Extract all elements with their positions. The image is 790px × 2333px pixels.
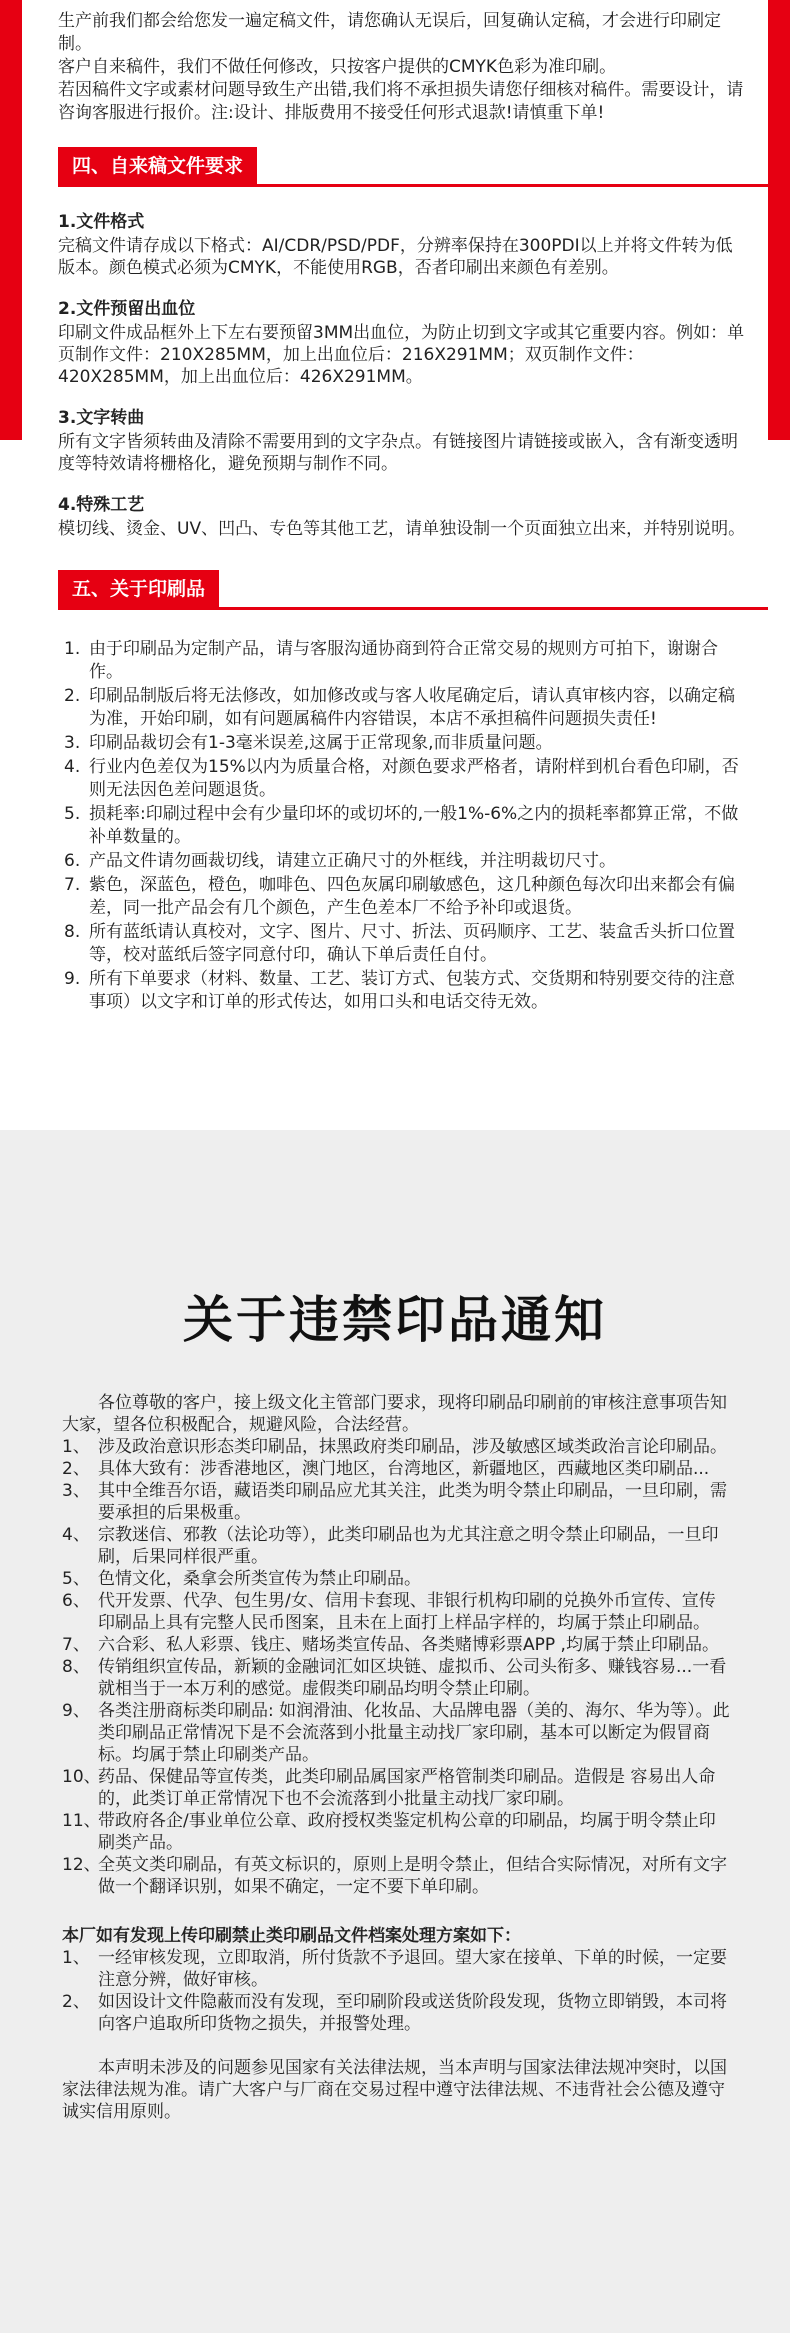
item-number: 2、 — [62, 1992, 90, 2012]
item-text: 代开发票、代孕、包生男/女、信用卡套现、非银行机构印刷的兑换外币宣传、宣传印刷品上具有完整人民币图案，且未在上面打上样品字样的，均属于禁止印刷品。 — [98, 1591, 716, 1633]
item-number: 1、 — [62, 1948, 90, 1968]
intro-paragraph: 客户自来稿件，我们不做任何修改，只按客户提供的CMYK色彩为准印刷。 — [58, 57, 617, 77]
list-item — [62, 1480, 732, 1524]
list-item — [64, 732, 748, 755]
block-text: 所有文字皆须转曲及清除不需要用到的文字杂点。有链接图片请链接或嵌入，含有渐变透明度等特效请将栅格化，避免预期与制作不同。 — [58, 432, 738, 474]
item-text: 宗教迷信、邪教（法论功等），此类印刷品也为尤其注意之明令禁止印刷品，一旦印刷，后果同样很严重。 — [98, 1525, 719, 1567]
list-item — [62, 1766, 732, 1810]
item-text: 其中全维吾尔语，藏语类印刷品应尤其关注，此类为明令禁止印刷品，一旦印刷，需要承担的后果极重。 — [98, 1481, 727, 1523]
item-number: 3、 — [62, 1481, 90, 1501]
closing-statement: 本声明未涉及的问题参见国家有关法律法规，当本声明与国家法律法规冲突时，以国家法律法规为准。请广大客户与厂商在交易过程中遵守法律法规、不违背社会公德及遵守诚实信用原则。 — [62, 2058, 727, 2122]
notice-body — [62, 1392, 732, 2123]
item-number: 5、 — [62, 1569, 90, 1589]
item-text: 带政府各企/事业单位公章、政府授权类鉴定机构公章的印刷品，均属于明令禁止印刷类产品。 — [98, 1811, 716, 1853]
section-4-title: 四、自来稿文件要求 — [58, 147, 257, 185]
outline-text-block — [58, 407, 748, 475]
item-number: 2. — [64, 686, 81, 706]
list-item — [64, 921, 748, 967]
list-item — [62, 1810, 732, 1854]
item-text: 全英文类印刷品，有英文标识的，原则上是明令禁止，但结合实际情况，对所有文字做一个翻译识别，如果不确定，一定不要下单印刷。 — [98, 1855, 727, 1897]
item-number: 12、 — [62, 1855, 101, 1875]
handling-title: 本厂如有发现上传印刷禁止类印刷品文件档案处理方案如下： — [62, 1926, 521, 1946]
block-heading: 4.特殊工艺 — [58, 495, 145, 515]
section-5-header — [58, 570, 748, 608]
item-number: 3. — [64, 733, 81, 753]
item-text: 如因设计文件隐蔽而没有发现，至印刷阶段或送货阶段发现，货物立即销毁，本司将向客户追取所印货物之损失，并报警处理。 — [98, 1992, 727, 2034]
list-item — [62, 1436, 732, 1458]
item-text: 各类注册商标类印刷品: 如润滑油、化妆品、大品牌电器（美的、海尔、华为等）。此类印刷品正常情况下是不会流落到小批量主动找厂家印刷，基本可以断定为假冒商标。均属于禁止印刷类产品。 — [98, 1701, 730, 1765]
section-5-title: 五、关于印刷品 — [58, 570, 219, 608]
item-text: 一经审核发现，立即取消，所付货款不予退回。望大家在接单、下单的时候，一定要注意分辨，做好审核。 — [98, 1948, 727, 1990]
block-heading: 2.文件预留出血位 — [58, 299, 196, 319]
intro-text — [58, 0, 748, 125]
item-text: 产品文件请勿画裁切线，请建立正确尺寸的外框线，并注明裁切尺寸。 — [89, 851, 616, 871]
item-text: 药品、保健品等宣传类，此类印刷品属国家严格管制类印刷品。造假是 容易出人命的，此类订单正常情况下也不会流落到小批量主动找厂家印刷。 — [98, 1767, 716, 1809]
item-text: 印刷品制版后将无法修改，如加修改或与客人收尾确定后，请认真审核内容，以确定稿为准，开始印刷，如有问题属稿件内容错误，本店不承担稿件问题损失责任! — [89, 686, 735, 729]
item-text: 由于印刷品为定制产品，请与客服沟通协商到符合正常交易的规则方可拍下，谢谢合作。 — [89, 639, 718, 682]
intro-paragraph: 若因稿件文字或素材问题导致生产出错,我们将不承担损失请您仔细核对稿件。需要设计，请咨询客服进行报价。注:设计、排版费用不接受任何形式退款!请慎重下单! — [58, 80, 744, 123]
item-text: 印刷品裁切会有1-3毫米误差,这属于正常现象,而非质量问题。 — [89, 733, 553, 753]
item-text: 传销组织宣传品，新颖的金融词汇如区块链、虚拟币、公司头衔多、赚钱容易...一看就相当于一本万利的感觉。虚假类印刷品均明令禁止印刷。 — [98, 1657, 727, 1699]
item-text: 行业内色差仅为15%以内为质量合格，对颜色要求严格者，请附样到机台看色印刷，否则无法因色差问题退货。 — [89, 757, 739, 800]
bleed-block — [58, 298, 748, 388]
notice-title: 关于违禁印品通知 — [183, 1291, 607, 1349]
list-item — [62, 1947, 732, 1991]
list-item — [64, 803, 748, 849]
item-number: 8、 — [62, 1657, 90, 1677]
item-text: 涉及政治意识形态类印刷品，抹黑政府类印刷品，涉及敏感区域类政治言论印刷品。 — [98, 1437, 727, 1457]
item-number: 10、 — [62, 1767, 101, 1787]
file-format-block — [58, 211, 748, 279]
item-number: 5. — [64, 804, 81, 824]
list-item — [64, 874, 748, 920]
block-text: 模切线、烫金、UV、凹凸、专色等其他工艺，请单独设制一个页面独立出来，并特别说明。 — [58, 519, 746, 539]
item-text: 具体大致有：涉香港地区，澳门地区，台湾地区，新疆地区，西藏地区类印刷品... — [98, 1459, 710, 1479]
item-number: 8. — [64, 922, 81, 942]
list-item — [62, 1458, 732, 1480]
section-4-header — [58, 147, 748, 185]
notice-lead: 各位尊敬的客户，接上级文化主管部门要求，现将印刷品印刷前的审核注意事项告知大家，望各位积极配合，规避风险，合法经营。 — [62, 1393, 727, 1435]
item-number: 7、 — [62, 1635, 90, 1655]
prohibited-list — [62, 1436, 732, 1898]
left-red-bar — [0, 0, 22, 440]
intro-paragraph: 生产前我们都会给您发一遍定稿文件，请您确认无误后，回复确认定稿，才会进行印刷定制。 — [58, 11, 721, 54]
block-text: 印刷文件成品框外上下左右要预留3MM出血位，为防止切到文字或其它重要内容。例如：单页制作文件：210X285MM，加上出血位后：216X291MM；双页制作文件：420X285MM，加上出血位后：426X291MM。 — [58, 323, 745, 387]
right-red-bar — [768, 0, 790, 440]
item-number: 1、 — [62, 1437, 90, 1457]
item-text: 所有下单要求（材料、数量、工艺、装订方式、包装方式、交货期和特别要交待的注意事项）以文字和订单的形式传达，如用口头和电话交待无效。 — [89, 969, 735, 1012]
item-number: 9、 — [62, 1701, 90, 1721]
list-item — [64, 638, 748, 684]
item-number: 7. — [64, 875, 81, 895]
requirements-section — [0, 0, 790, 1130]
block-text: 完稿文件请存成以下格式：AI/CDR/PSD/PDF，分辨率保持在300PDI以上并将文件转为低版本。颜色模式必须为CMYK，不能使用RGB，否者印刷出来颜色有差别。 — [58, 236, 733, 278]
item-number: 9. — [64, 969, 81, 989]
list-item — [62, 1568, 732, 1590]
item-number: 2、 — [62, 1459, 90, 1479]
list-item — [62, 1524, 732, 1568]
block-heading: 1.文件格式 — [58, 212, 145, 232]
list-item — [62, 1854, 732, 1898]
item-number: 1. — [64, 639, 81, 659]
item-number: 4、 — [62, 1525, 90, 1545]
list-item — [64, 685, 748, 731]
item-text: 损耗率:印刷过程中会有少量印坏的或切坏的,一般1%-6%之内的损耗率都算正常，不做补单数量的。 — [89, 804, 739, 847]
item-text: 紫色，深蓝色，橙色，咖啡色、四色灰属印刷敏感色，这几种颜色每次印出来都会有偏差，同一批产品会有几个颜色，产生色差本厂不给予补印或退货。 — [89, 875, 735, 918]
item-text: 六合彩、私人彩票、钱庄、赌场类宣传品、各类赌博彩票APP ,均属于禁止印刷品。 — [98, 1635, 719, 1655]
handling-list — [62, 1947, 732, 2035]
list-item — [64, 968, 748, 1014]
item-number: 6、 — [62, 1591, 90, 1611]
print-notes-list — [58, 638, 748, 1014]
list-item — [62, 1590, 732, 1634]
special-process-block — [58, 494, 748, 540]
item-number: 4. — [64, 757, 81, 777]
list-item — [62, 1634, 732, 1656]
list-item — [62, 1991, 732, 2035]
list-item — [62, 1700, 732, 1766]
list-item — [64, 756, 748, 802]
item-text: 色情文化，桑拿会所类宣传为禁止印刷品。 — [98, 1569, 421, 1589]
notice-section — [0, 1130, 790, 2333]
item-number: 11、 — [62, 1811, 101, 1831]
list-item — [62, 1656, 732, 1700]
item-number: 6. — [64, 851, 81, 871]
item-text: 所有蓝纸请认真校对，文字、图片、尺寸、折法、页码顺序、工艺、装盒舌头折口位置等，校对蓝纸后签字同意付印，确认下单后责任自付。 — [89, 922, 735, 965]
block-heading: 3.文字转曲 — [58, 408, 145, 428]
list-item — [64, 850, 748, 873]
